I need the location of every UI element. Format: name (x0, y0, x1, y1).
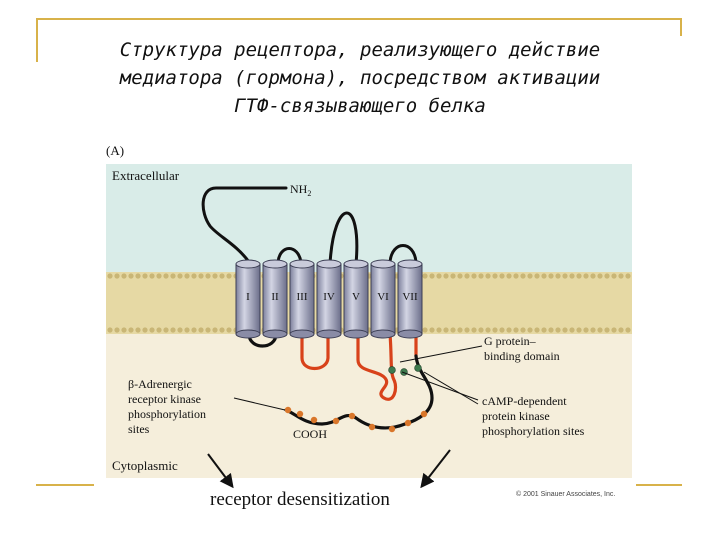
bark-site (421, 411, 427, 417)
lipid-head (450, 327, 455, 332)
lipid-head (443, 327, 448, 332)
bark-site (285, 407, 291, 413)
helix-label: V (352, 291, 360, 303)
lipid-head (422, 273, 427, 278)
lipid-head (548, 327, 553, 332)
cytoplasmic-label: Cytoplasmic (112, 458, 178, 473)
lipid-head (205, 273, 210, 278)
helix-top-cap (371, 260, 395, 268)
lipid-head (191, 327, 196, 332)
lipid-head (520, 273, 525, 278)
pka-site (389, 367, 396, 374)
lipid-head (212, 273, 217, 278)
lipid-head (114, 273, 119, 278)
helix-label: IV (323, 291, 335, 303)
lipid-head (611, 327, 616, 332)
lipid-head (618, 327, 623, 332)
lipid-head (534, 273, 539, 278)
helix-label: III (296, 291, 308, 303)
lipid-head (618, 273, 623, 278)
lipid-head (429, 327, 434, 332)
camp-label-1: cAMP-dependent (482, 394, 567, 408)
lipid-head (184, 327, 189, 332)
lipid-head (492, 273, 497, 278)
helix-top-cap (236, 260, 260, 268)
lipid-head (604, 327, 609, 332)
lipid-head (107, 273, 112, 278)
bark-site (311, 417, 317, 423)
bark-site (405, 420, 411, 426)
pka-site (401, 369, 408, 376)
lipid-head (156, 273, 161, 278)
helix-label: I (246, 291, 250, 303)
lipid-head (436, 327, 441, 332)
helix-top-cap (263, 260, 287, 268)
lipid-head (541, 327, 546, 332)
copyright-notice: © 2001 Sinauer Associates, Inc. (516, 491, 616, 498)
lipid-head (156, 327, 161, 332)
helix-top-cap (317, 260, 341, 268)
lipid-head (191, 273, 196, 278)
lipid-head (583, 273, 588, 278)
lipid-head (513, 327, 518, 332)
helix-i (236, 260, 260, 338)
lipid-head (471, 327, 476, 332)
lipid-head (611, 273, 616, 278)
lipid-head (485, 327, 490, 332)
helix-v (344, 260, 368, 338)
lipid-head (499, 327, 504, 332)
helix-label: VI (377, 291, 389, 303)
lipid-head (135, 327, 140, 332)
c-terminus-label: COOH (293, 427, 328, 441)
lipid-head (128, 273, 133, 278)
lipid-head (142, 273, 147, 278)
lipid-head (219, 327, 224, 332)
lipid-head (436, 273, 441, 278)
helix-bottom-cap (317, 330, 341, 338)
lipid-head (114, 327, 119, 332)
lipid-head (625, 273, 630, 278)
lipid-head (590, 273, 595, 278)
lipid-head (177, 273, 182, 278)
lipid-head (541, 273, 546, 278)
bark-label-4: sites (128, 422, 150, 436)
lipid-head (569, 273, 574, 278)
lipid-head (555, 273, 560, 278)
bark-label-3: phosphorylation (128, 407, 206, 421)
helix-bottom-cap (371, 330, 395, 338)
lipid-head (107, 327, 112, 332)
helix-top-cap (344, 260, 368, 268)
transmembrane-helices (236, 260, 422, 338)
bark-site (333, 418, 339, 424)
lipid-head (569, 327, 574, 332)
lipid-head (597, 327, 602, 332)
lipid-head (499, 273, 504, 278)
lipid-head (513, 273, 518, 278)
lipid-head (457, 273, 462, 278)
lipid-head (226, 327, 231, 332)
camp-label-2: protein kinase (482, 409, 550, 423)
lipid-head (562, 327, 567, 332)
lipid-head (457, 327, 462, 332)
title-line-1: Структура рецептора, реализующего действие (119, 39, 601, 61)
helix-bottom-cap (236, 330, 260, 338)
lipid-head (149, 273, 154, 278)
lipid-head (583, 327, 588, 332)
helix-vi (371, 260, 395, 338)
helix-iv (317, 260, 341, 338)
bark-site (369, 424, 375, 430)
title-line-2: медиатора (гормона), посредством активации (119, 67, 601, 89)
lipid-head (555, 327, 560, 332)
lipid-head (177, 327, 182, 332)
n-terminus-label: $NH_2$ (290, 182, 312, 198)
lipid-head (135, 273, 140, 278)
lipid-head (506, 273, 511, 278)
g-protein-label-1: G protein– (484, 334, 536, 348)
lipid-head (576, 273, 581, 278)
lipid-head (590, 327, 595, 332)
helix-bottom-cap (344, 330, 368, 338)
lipid-head (464, 327, 469, 332)
lipid-head (121, 273, 126, 278)
helix-top-cap (398, 260, 422, 268)
lipid-head (170, 273, 175, 278)
helix-iii (290, 260, 314, 338)
helix-bottom-cap (263, 330, 287, 338)
lipid-head (520, 327, 525, 332)
lipid-head (205, 327, 210, 332)
lipid-head (149, 327, 154, 332)
bark-site (349, 413, 355, 419)
lipid-head (142, 327, 147, 332)
lipid-head (562, 273, 567, 278)
helix-top-cap (290, 260, 314, 268)
lipid-head (226, 273, 231, 278)
lipid-head (527, 273, 532, 278)
bark-label-1: β-Adrenergic (128, 377, 192, 391)
lipid-head (471, 273, 476, 278)
lipid-head (163, 327, 168, 332)
lipid-head (163, 273, 168, 278)
lipid-head (604, 273, 609, 278)
extracellular-label: Extracellular (112, 168, 180, 183)
lipid-head (492, 327, 497, 332)
title-line-3: ГТФ-связывающего белка (234, 95, 486, 117)
lipid-head (506, 327, 511, 332)
lipid-head (219, 273, 224, 278)
lipid-head (485, 273, 490, 278)
bark-site (389, 426, 395, 432)
lipid-head (443, 273, 448, 278)
helix-ii (263, 260, 287, 338)
lipid-head (422, 327, 427, 332)
pka-site (415, 365, 422, 372)
membrane-region (106, 272, 632, 334)
lipid-head (170, 327, 175, 332)
lipid-head (534, 327, 539, 332)
lipid-head (576, 327, 581, 332)
lipid-head (128, 327, 133, 332)
bark-site (297, 411, 303, 417)
lipid-head (198, 327, 203, 332)
helix-vii (398, 260, 422, 338)
helix-label: VII (402, 291, 418, 303)
g-protein-label-2: binding domain (484, 349, 560, 363)
lipid-head (450, 273, 455, 278)
lipid-head (429, 273, 434, 278)
lipid-head (527, 327, 532, 332)
lipid-head (121, 327, 126, 332)
helix-bottom-cap (290, 330, 314, 338)
lipid-head (548, 273, 553, 278)
lipid-head (198, 273, 203, 278)
lipid-head (212, 327, 217, 332)
lipid-head (184, 273, 189, 278)
desensitization-caption: receptor desensitization (210, 489, 390, 510)
bark-label-2: receptor kinase (128, 392, 201, 406)
lipid-head (597, 273, 602, 278)
panel-label: (A) (106, 143, 125, 158)
extracellular-region (106, 164, 632, 272)
lipid-head (464, 273, 469, 278)
helix-bottom-cap (398, 330, 422, 338)
lipid-head (625, 327, 630, 332)
camp-label-3: phosphorylation sites (482, 424, 585, 438)
lipid-head (478, 327, 483, 332)
lipid-head (478, 273, 483, 278)
helix-label: II (271, 291, 279, 303)
